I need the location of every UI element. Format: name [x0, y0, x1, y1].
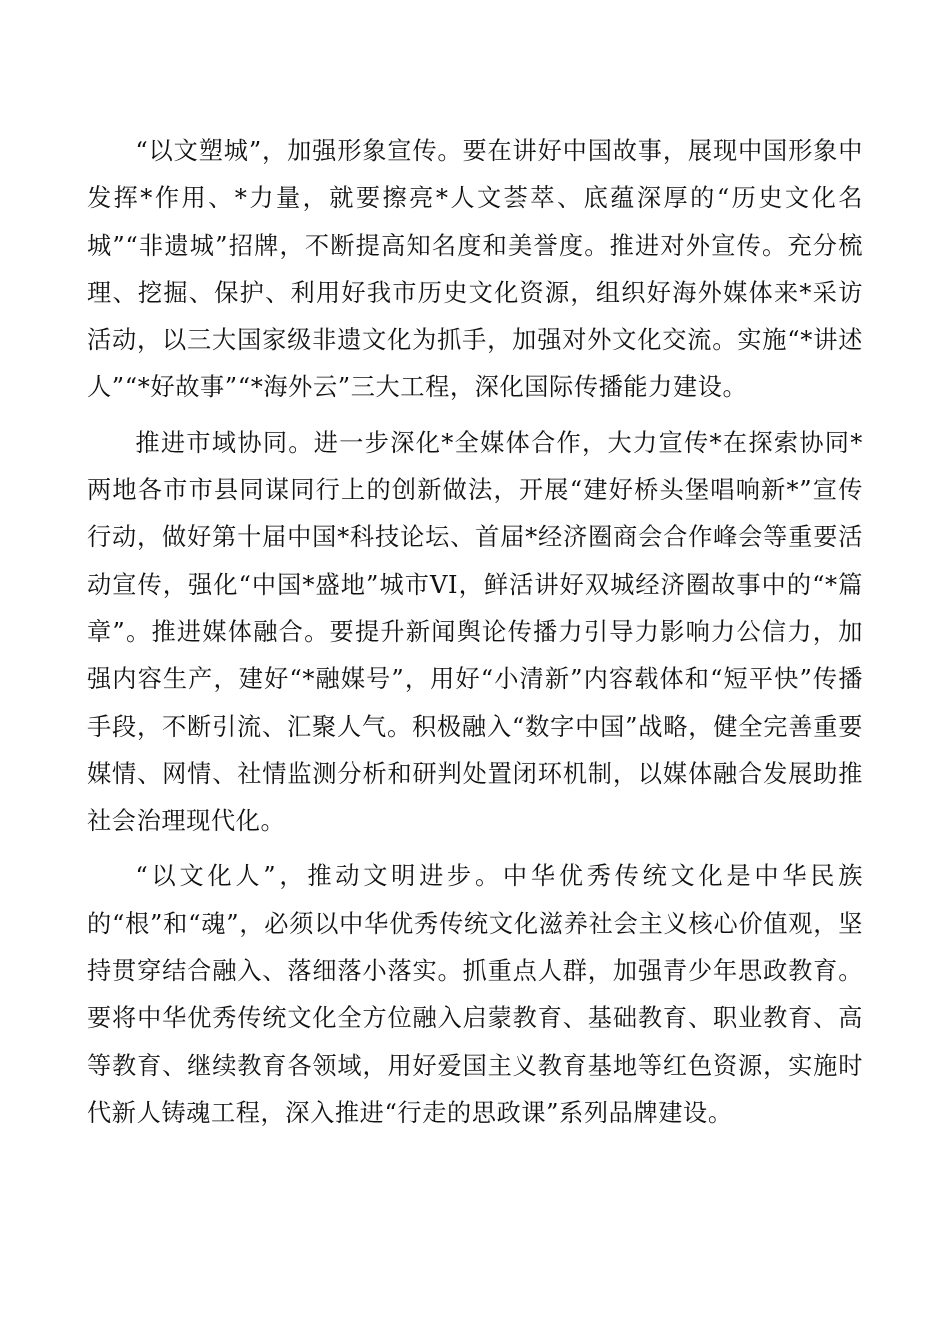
- paragraph-regional-coordination: 推进市域协同。进一步深化*全媒体合作，大力宣传*在探索协同*两地各市市县同谋同行上的创新做法，开展“建好桥头堡唱响新*”宣传行动，做好第十届中国*科技论坛、首届*经济圈商会合作峰会等重要活动宣传，强化“中国*盛地”城市VI，鲜活讲好双城经济圈故事中的“*篇章”。推进媒体融合。要提升新闻舆论传播力引导力影响力公信力，加强内容生产，建好“*融媒号”，用好“小清新”内容载体和“短平快”传播手段，不断引流、汇聚人气。积极融入“数字中国”战略，健全完善重要媒情、网情、社情监测分析和研判处置闭环机制，以媒体融合发展助推社会治理现代化。: [87, 428, 863, 836]
- document-body: [87, 128, 863, 1145]
- paragraph-civilization-progress: “以文化人”，推动文明进步。中华优秀传统文化是中华民族的“根”和“魂”，必须以中华优秀传统文化滋养社会主义核心价值观，坚持贯穿结合融入、落细落小落实。抓重点人群，加强青少年思政教育。要将中华优秀传统文化全方位融入启蒙教育、基础教育、职业教育、高等教育、继续教育各领域，用好爱国主义教育基地等红色资源，实施时代新人铸魂工程，深入推进“行走的思政课”系列品牌建设。: [87, 862, 863, 1127]
- paragraph-cultural-city: “以文塑城”，加强形象宣传。要在讲好中国故事，展现中国形象中发挥*作用、*力量，就要擦亮*人文荟萃、底蕴深厚的“历史文化名城”“非遗城”招牌，不断提高知名度和美誉度。推进对外宣传。充分梳理、挖掘、保护、利用好我市历史文化资源，组织好海外媒体来*采访活动，以三大国家级非遗文化为抓手，加强对外文化交流。实施“*讲述人”“*好故事”“*海外云”三大工程，深化国际传播能力建设。: [87, 137, 863, 402]
